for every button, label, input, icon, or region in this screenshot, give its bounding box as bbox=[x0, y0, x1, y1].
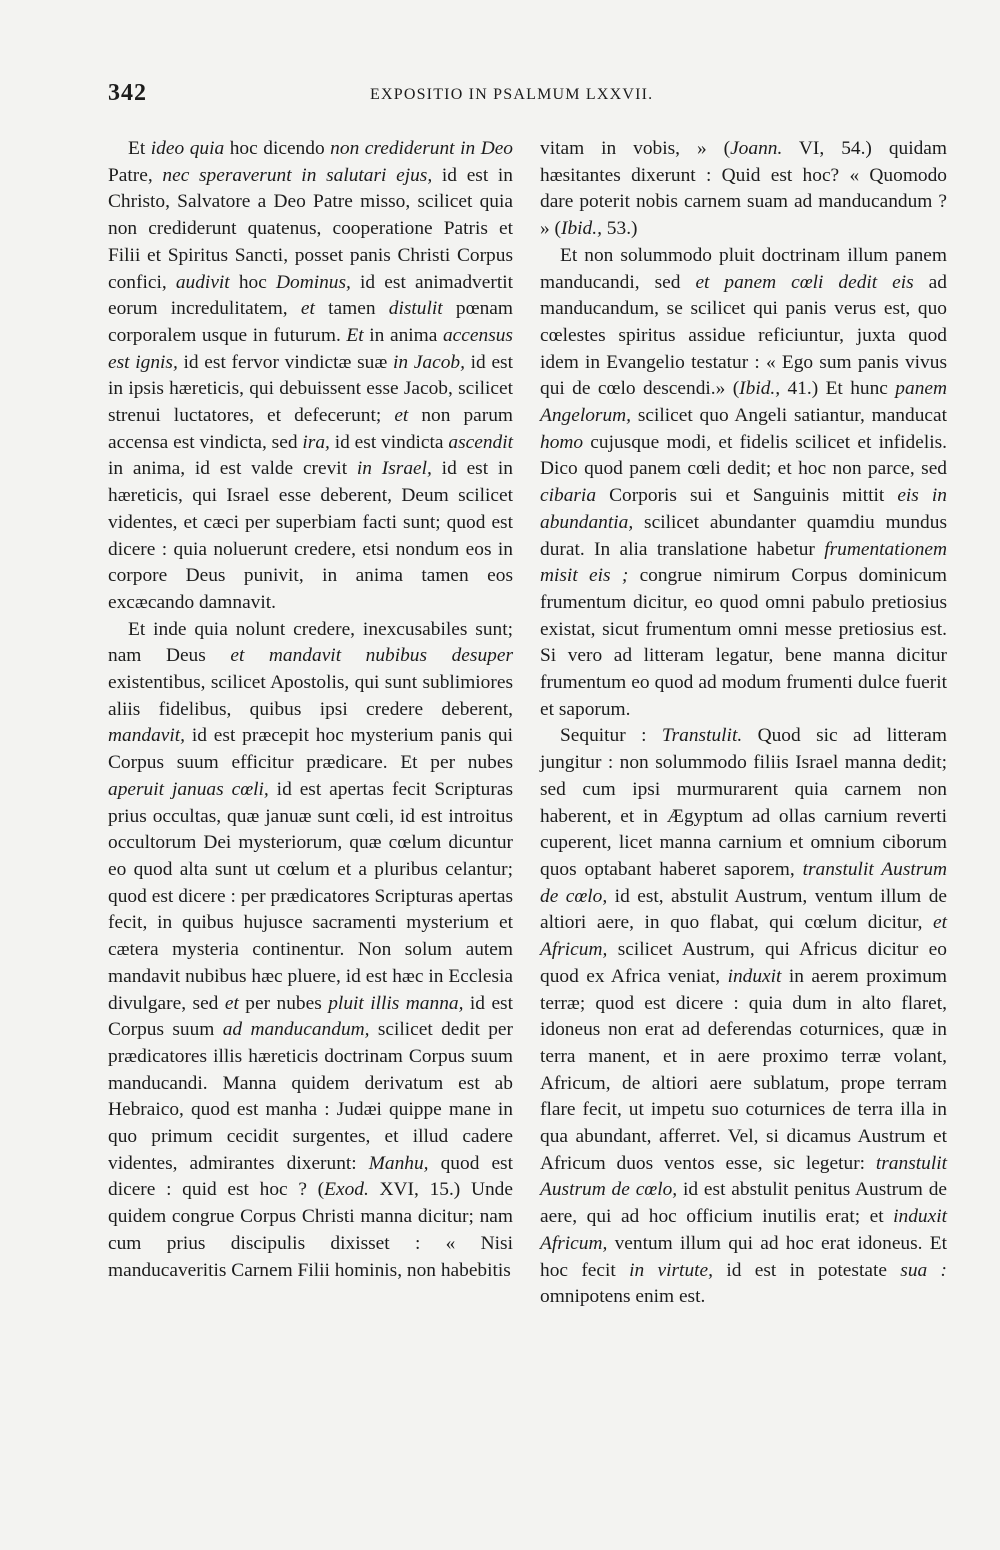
running-title: EXPOSITIO IN PSALMUM LXXVII. bbox=[370, 86, 654, 103]
page-number: 342 bbox=[108, 80, 147, 106]
left-column bbox=[108, 136, 513, 1284]
right-column bbox=[540, 136, 947, 1311]
page-header bbox=[108, 80, 948, 110]
paragraph: Et non solummodo pluit doctrinam illum panem manducandi, sed et panem cœli dedit eis ad manducandum, se scilicet qui panis verus est, quo cœlestes spiritus assidue reficiuntur, juxta quod idem in Evangelio testatur : « Ego sum panis vivus qui de cœlo descendi.» (Ibid., 41.) Et hunc panem Angelorum, scilicet quo Angeli satiantur, manducat homo cujusque modi, et fidelis scilicet et infidelis. Dico quod panem cœli dedit; et hoc non parce, sed cibaria Corporis sui et Sanguinis mittit eis in abundantia, scilicet abundanter quamdiu mundus durat. In alia translatione habetur frumentationem misit eis ; congrue nimirum Corpus dominicum frumentum dicitur, eo quod omni pabulo pretiosius existat, sicut frumentum omni messe pretiosius est. Si vero ad litteram legatur, bene manna dicitur frumentum eo quod ad modum frumenti dulce fuerit et saporum. bbox=[540, 244, 948, 720]
paragraph: Et inde quia nolunt credere, inexcusabiles sunt; nam Deus et mandavit nubibus desuper existentibus, scilicet Apostolis, qui sunt sublimiores aliis fidelibus, quibus ipsi credere deberent, mandavit, id est præcepit hoc mysterium panis qui Corpus suum efficitur prædicare. Et per nubes aperuit januas cœli, id est apertas fecit Scripturas prius occultas, quæ januæ sunt cœli, id est introitus occultorum Dei mysteriorum, quæ cœlum dicuntur eo quod alta sunt ut cœlum et a pluribus celantur; quod est dicere : per prædicatores Scripturas apertas fecit, in quibus hujusce sacramenti mysterium et cætera mysteria continentur. Non solum autem mandavit nubibus hæc pluere, id est hæc in Ecclesia divulgare, sed et per nubes pluit illis manna, id est Corpus suum ad manducandum, scilicet dedit per prædicatores illis hæreticis doctrinam Corpus suum manducandi. Manna quidem derivatum est ab Hebraico, quod est manha : Judæi quippe mane in quo primum cecidit surgentes, et illud cadere videntes, admirantes dixerunt: Manhu, quod est dicere : quid est hoc ? (Exod. XVI, 15.) Unde quidem congrue Corpus Christi manna dicitur; nam cum prius discipulis dixisset : « Nisi manducaveritis Carnem Filii hominis, non habebitis bbox=[108, 618, 513, 1281]
paragraph: vitam in vobis, » (Joann. VI, 54.) quidam hæsitantes dixerunt : Quid est hoc? « Quomodo dare poterit nobis carnem suam ad manducandum ? » (Ibid., 53.) bbox=[540, 138, 948, 240]
paragraph: Et ideo quia hoc dicendo non crediderunt in Deo Patre, nec speraverunt in salutari ejus, id est in Christo, Salvatore a Deo Patre misso, scilicet quia non crediderunt quatenus, cooperatione Patris et Filii et Spiritus Sancti, posset panis Christi Corpus confici, audivit hoc Dominus, id est animadvertit eorum incredulitatem, et tamen distulit pœnam corporalem usque in futurum. Et in anima accensus est ignis, id est fervor vindictæ suæ in Jacob, id est in ipsis hæreticis, qui debuissent esse Jacob, scilicet strenui luctatores, et defecerunt; et non parum accensa est vindicta, sed ira, id est vindicta ascendit in anima, id est valde crevit in Israel, id est in hæreticis, qui Israel esse deberent, Deum scilicet videntes, et cæci per superbiam facti sunt; quod est dicere : quia noluerunt credere, etsi nondum eos in corpore Deus punivit, in anima tamen eos excæcando damnavit. bbox=[108, 138, 514, 613]
paragraph: Sequitur : Transtulit. Quod sic ad litteram jungitur : non solummodo filiis Israel manna dedit; sed cum ipsi murmurarent quia carnem non haberent, et in Ægyptum ad ollas carnium reverti cuperent, licet manna carnium et omnium ciborum quos optabant haberet saporem, transtulit Austrum de cœlo, id est, abstulit Austrum, ventum illum de altiori aere, in quo flabat, qui cœlum dicitur, et Africum, scilicet Austrum, qui Africus dicitur eo quod ex Africa veniat, induxit in aerem proximum terræ; quod est dicere : quia dum in alto flaret, idoneus non erat ad deferendas coturnices, quæ in terra manent, et in aere proximo terræ volant, Africum, de altiori aere sublatum, prope terram flare fecit, ut impetu suo coturnices de terra illa in qua abundant, afferret. Vel, si dicamus Austrum et Africum duos ventos esse, sic legetur: transtulit Austrum de cœlo, id est abstulit penitus Austrum de aere, qui ad hoc officium inutilis erat; et induxit Africum, ventum illum qui ad hoc erat idoneus. Et hoc fecit in virtute, id est in potestate sua : omnipotens enim est. bbox=[540, 725, 948, 1308]
